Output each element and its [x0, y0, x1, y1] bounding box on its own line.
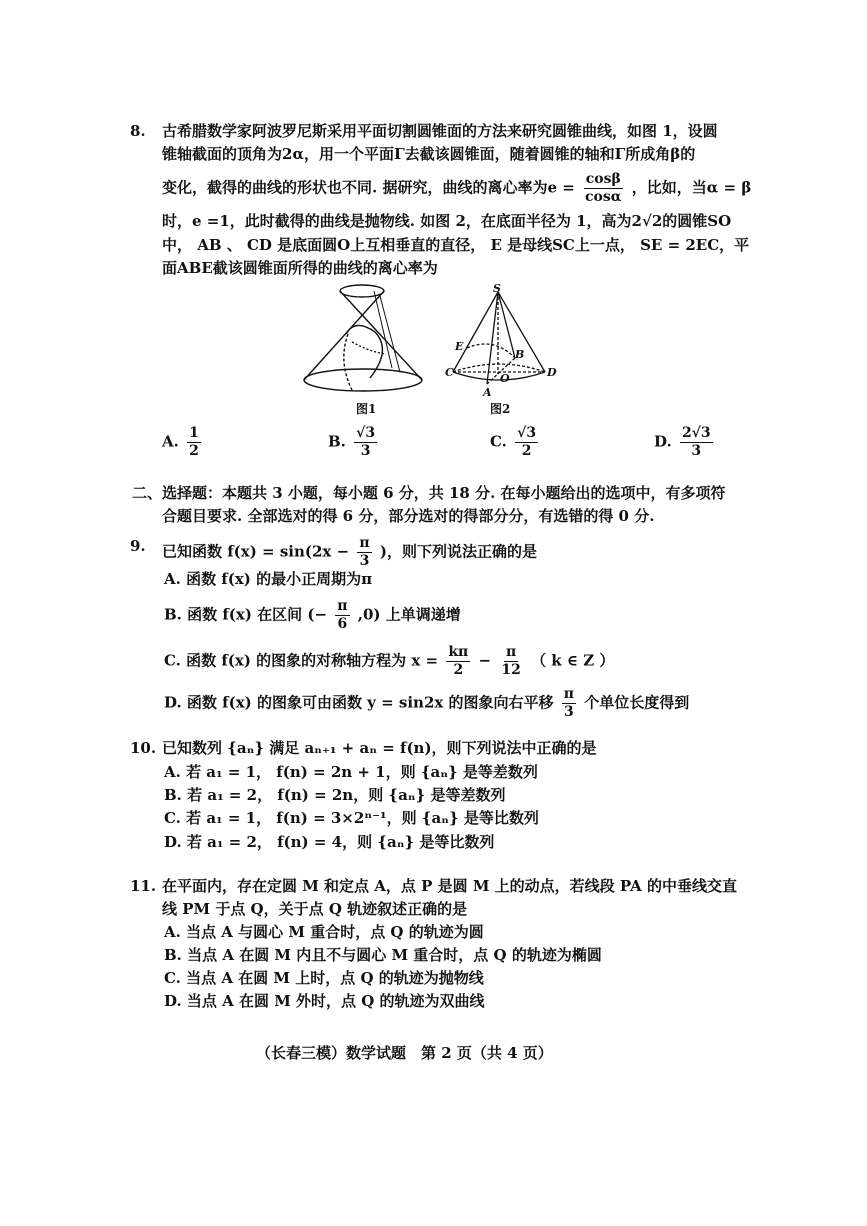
q9-optc-a: C. 函数 f(x) 的图象的对称轴方程为 x =: [164, 651, 439, 670]
q8-line-2: 锥轴截面的顶角为2α，用一个平面Γ去截该圆锥面，随着圆锥的轴和Γ所成角β的: [162, 145, 696, 163]
option-c-label: C.: [490, 432, 507, 451]
q9-number: 9.: [130, 537, 146, 555]
q9-optd-a: D. 函数 f(x) 的图象可由函数 y = sin2x 的图象向右平移: [164, 693, 554, 712]
q8-line-3-text: 变化，截得的曲线的形状也不同. 据研究，曲线的离心率为e =: [162, 178, 575, 197]
q9-stem-den: 3: [359, 553, 370, 569]
q10-stem: 已知数列 {aₙ} 满足 aₙ₊₁ + aₙ = f(n)，则下列说法中正确的是: [162, 739, 597, 757]
q11-number: 11.: [130, 877, 157, 895]
q9-stem-b: )，则下列说法正确的是: [379, 542, 537, 561]
ecc-denominator: cosα: [585, 189, 622, 205]
q9-optd-den: 3: [564, 704, 574, 720]
label-E: E: [455, 340, 464, 353]
option-c-den: 2: [521, 443, 532, 459]
q8-line-3: [162, 171, 751, 206]
q9-optc-den2: 12: [501, 662, 521, 678]
ecc-numerator: cosβ: [585, 171, 621, 187]
figure-1-caption: 图1: [356, 402, 377, 416]
q10-option-d: D. 若 a₁ = 2， f(n) = 4，则 {aₙ} 是等比数列: [164, 833, 495, 851]
q8-line-3-tail: ，比如，当α = β: [631, 178, 752, 197]
section-2-line-2: 合题目要求. 全部选对的得 6 分，部分选对的得部分分，有选错的得 0 分.: [162, 507, 655, 525]
q10-option-b: B. 若 a₁ = 2， f(n) = 2n，则 {aₙ} 是等差数列: [164, 786, 506, 804]
q9-optb-den: 6: [337, 616, 348, 632]
option-b-den: 3: [360, 443, 371, 459]
q9-optc-mid: −: [478, 651, 492, 670]
label-O: O: [500, 372, 510, 385]
q8-option-d: [654, 425, 716, 460]
q8-line-6: 面ABE截该圆锥面所得的曲线的离心率为: [162, 259, 438, 277]
q9-stem-num: π: [359, 535, 370, 551]
q8-line-4: 时，e =1，此时截得的曲线是抛物线. 如图 2，在底面半径为 1，高为2√2的圆锥SO: [162, 212, 732, 230]
option-d-den: 3: [691, 443, 702, 459]
option-c-num: √3: [517, 425, 537, 441]
option-a-den: 2: [189, 443, 199, 459]
label-A: A: [483, 386, 492, 399]
q9-optb-a: B. 函数 f(x) 在区间 (−: [164, 605, 328, 624]
q8-number: 8.: [130, 122, 146, 140]
figure-2-cone-so: [445, 282, 560, 402]
figure-2-caption: 图2: [490, 402, 511, 416]
label-B: B: [515, 348, 525, 361]
page-footer: （长春三模）数学试题 第 2 页（共 4 页）: [256, 1044, 553, 1062]
q9-option-d: [164, 686, 689, 721]
option-d-num: 2√3: [681, 425, 711, 441]
q11-option-b: B. 当点 A 在圆 M 内且不与圆心 M 重合时，点 Q 的轨迹为椭圆: [164, 946, 602, 964]
section-2-line-1: 二、选择题：本题共 3 小题，每小题 6 分，共 18 分. 在每小题给出的选项中，有多项符: [132, 484, 726, 502]
figure-1-double-cone: [300, 282, 430, 400]
q8-option-b: [328, 425, 380, 460]
q9-option-b: [164, 598, 461, 633]
label-D: D: [547, 366, 557, 379]
q11-option-d: D. 当点 A 在圆 M 外时，点 Q 的轨迹为双曲线: [164, 992, 485, 1010]
q9-option-c: [164, 644, 614, 679]
q10-option-c: C. 若 a₁ = 1， f(n) = 3×2ⁿ⁻¹，则 {aₙ} 是等比数列: [164, 809, 539, 827]
option-d-label: D.: [654, 432, 672, 451]
q9-optb-b: ,0) 上单调递增: [357, 605, 461, 624]
label-C: C: [445, 366, 454, 379]
q8-line-5: 中， AB 、 CD 是底面圆O上互相垂直的直径， E 是母线SC上一点， SE = 2EC，平: [162, 236, 750, 254]
q9-option-a: A. 函数 f(x) 的最小正周期为π: [164, 570, 373, 588]
q8-option-c: [490, 425, 541, 460]
q9-optc-b: （ k ∈ Z ）: [531, 651, 615, 670]
option-a-num: 1: [189, 425, 199, 441]
q9-optc-num1: kπ: [448, 644, 469, 660]
q8-line-1: 古希腊数学家阿波罗尼斯采用平面切割圆锥面的方法来研究圆锥曲线，如图 1，设圆: [162, 122, 718, 140]
label-S: S: [493, 282, 501, 295]
q10-number: 10.: [130, 739, 157, 757]
option-b-num: √3: [356, 425, 376, 441]
q11-line-2: 线 PM 于点 Q，关于点 Q 轨迹叙述正确的是: [162, 900, 468, 918]
q11-option-a: A. 当点 A 与圆心 M 重合时，点 Q 的轨迹为圆: [164, 923, 484, 941]
option-b-label: B.: [328, 432, 346, 451]
q11-option-c: C. 当点 A 在圆 M 上时，点 Q 的轨迹为抛物线: [164, 969, 484, 987]
q9-optd-b: 个单位长度得到: [584, 693, 690, 712]
q9-optd-num: π: [563, 686, 575, 702]
q9-stem: [162, 535, 537, 570]
q11-line-1: 在平面内，存在定圆 M 和定点 A，点 P 是圆 M 上的动点，若线段 PA 的中垂线交直: [162, 877, 737, 895]
q9-optb-num: π: [337, 598, 348, 614]
q8-option-a: [162, 425, 204, 460]
option-a-label: A.: [162, 432, 179, 451]
q9-optc-den1: 2: [453, 662, 464, 678]
eccentricity-formula: [583, 171, 624, 206]
q9-stem-a: 已知函数 f(x) = sin(2x −: [162, 542, 350, 561]
q10-option-a: A. 若 a₁ = 1， f(n) = 2n + 1，则 {aₙ} 是等差数列: [164, 763, 538, 781]
q9-optc-num2: π: [505, 644, 517, 660]
